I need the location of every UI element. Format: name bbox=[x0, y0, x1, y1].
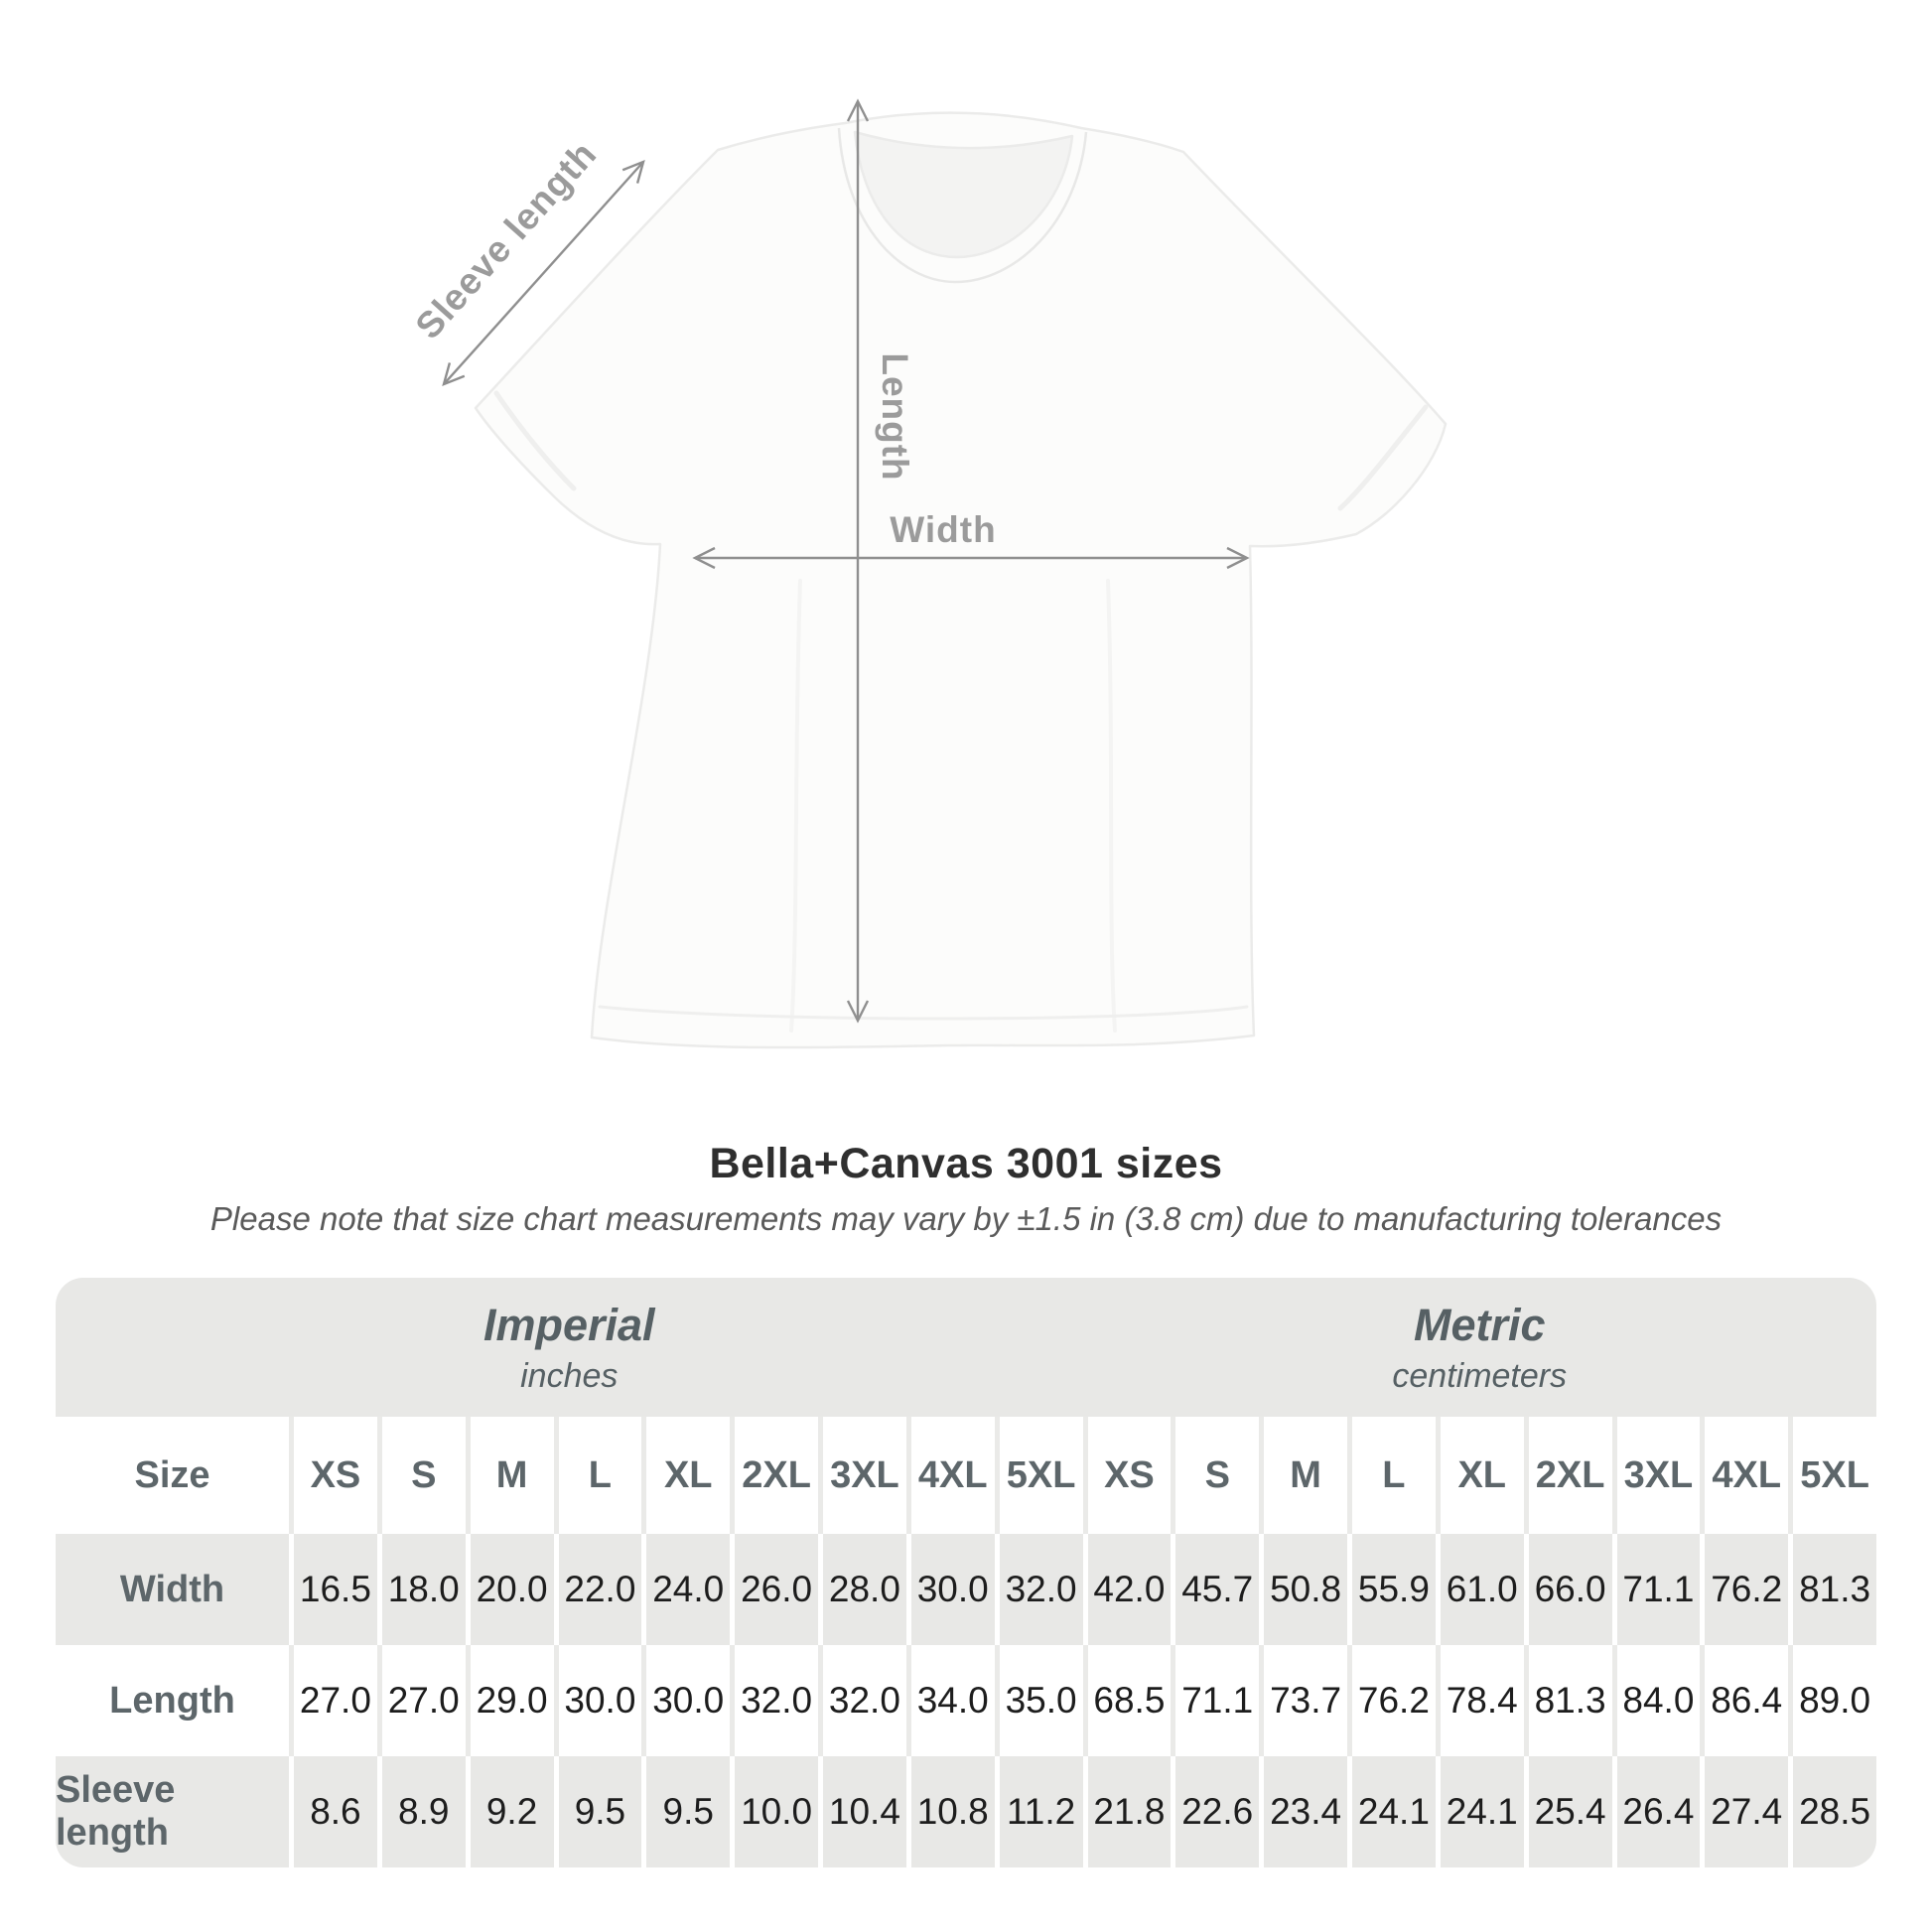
row-label-sleeve-length: Sleeve length bbox=[56, 1756, 289, 1867]
size-header-imperial-xl: XL bbox=[641, 1417, 730, 1534]
metric-unit-header bbox=[1083, 1278, 1877, 1417]
width-metric-m-value: 50.8 bbox=[1259, 1534, 1347, 1645]
metric-sublabel: centimeters bbox=[1392, 1356, 1568, 1395]
size-header-imperial-5xl: 5XL bbox=[995, 1417, 1083, 1534]
imperial-sublabel: inches bbox=[520, 1356, 619, 1395]
width-imperial-xl-value: 24.0 bbox=[641, 1534, 730, 1645]
width-imperial-4xl-value: 30.0 bbox=[906, 1534, 995, 1645]
size-header-metric-s: S bbox=[1171, 1417, 1259, 1534]
width-imperial-xs-value: 16.5 bbox=[289, 1534, 377, 1645]
row-label-width: Width bbox=[56, 1534, 289, 1645]
row-label-length: Length bbox=[56, 1645, 289, 1756]
sleeve-length-metric-l-value: 24.1 bbox=[1347, 1756, 1436, 1867]
size-header-metric-4xl: 4XL bbox=[1700, 1417, 1788, 1534]
size-header-imperial-2xl: 2XL bbox=[730, 1417, 818, 1534]
length-metric-4xl-value: 86.4 bbox=[1700, 1645, 1788, 1756]
length-metric-2xl-value: 81.3 bbox=[1524, 1645, 1612, 1756]
sleeve-length-metric-xs-value: 21.8 bbox=[1083, 1756, 1172, 1867]
sleeve-length-metric-xl-value: 24.1 bbox=[1436, 1756, 1524, 1867]
length-imperial-4xl-value: 34.0 bbox=[906, 1645, 995, 1756]
size-header-imperial-4xl: 4XL bbox=[906, 1417, 995, 1534]
imperial-label: Imperial bbox=[483, 1299, 655, 1350]
sleeve-length-metric-2xl-value: 25.4 bbox=[1524, 1756, 1612, 1867]
width-metric-xs-value: 42.0 bbox=[1083, 1534, 1172, 1645]
size-header-imperial-l: L bbox=[554, 1417, 642, 1534]
imperial-unit-header bbox=[56, 1278, 1083, 1417]
sleeve-length-metric-4xl-value: 27.4 bbox=[1700, 1756, 1788, 1867]
size-header-metric-2xl: 2XL bbox=[1524, 1417, 1612, 1534]
width-metric-xl-value: 61.0 bbox=[1436, 1534, 1524, 1645]
sleeve-length-imperial-xs-value: 8.6 bbox=[289, 1756, 377, 1867]
length-imperial-5xl-value: 35.0 bbox=[995, 1645, 1083, 1756]
sleeve-length-label: Sleeve length bbox=[407, 133, 605, 347]
sleeve-length-imperial-2xl-value: 10.0 bbox=[730, 1756, 818, 1867]
width-imperial-l-value: 22.0 bbox=[554, 1534, 642, 1645]
length-metric-3xl-value: 84.0 bbox=[1612, 1645, 1701, 1756]
length-metric-xl-value: 78.4 bbox=[1436, 1645, 1524, 1756]
sleeve-length-imperial-4xl-value: 10.8 bbox=[906, 1756, 995, 1867]
length-imperial-l-value: 30.0 bbox=[554, 1645, 642, 1756]
tolerance-note: Please note that size chart measurements may vary by ±1.5 in (3.8 cm) due to manufacturing tolerances bbox=[209, 1200, 1723, 1237]
width-metric-2xl-value: 66.0 bbox=[1524, 1534, 1612, 1645]
sleeve-length-imperial-s-value: 8.9 bbox=[377, 1756, 466, 1867]
length-metric-5xl-value: 89.0 bbox=[1788, 1645, 1876, 1756]
width-metric-l-value: 55.9 bbox=[1347, 1534, 1436, 1645]
size-table bbox=[56, 1278, 1876, 1867]
sleeve-length-imperial-l-value: 9.5 bbox=[554, 1756, 642, 1867]
size-header-metric-xl: XL bbox=[1436, 1417, 1524, 1534]
width-imperial-3xl-value: 28.0 bbox=[818, 1534, 906, 1645]
size-header-metric-xs: XS bbox=[1083, 1417, 1172, 1534]
width-imperial-5xl-value: 32.0 bbox=[995, 1534, 1083, 1645]
width-imperial-2xl-value: 26.0 bbox=[730, 1534, 818, 1645]
length-label: Length bbox=[875, 352, 915, 482]
length-metric-xs-value: 68.5 bbox=[1083, 1645, 1172, 1756]
width-metric-3xl-value: 71.1 bbox=[1612, 1534, 1701, 1645]
length-imperial-xs-value: 27.0 bbox=[289, 1645, 377, 1756]
size-header-imperial-xs: XS bbox=[289, 1417, 377, 1534]
length-imperial-3xl-value: 32.0 bbox=[818, 1645, 906, 1756]
size-header-metric-l: L bbox=[1347, 1417, 1436, 1534]
sleeve-length-imperial-xl-value: 9.5 bbox=[641, 1756, 730, 1867]
length-imperial-xl-value: 30.0 bbox=[641, 1645, 730, 1756]
sleeve-length-metric-s-value: 22.6 bbox=[1171, 1756, 1259, 1867]
sleeve-length-metric-m-value: 23.4 bbox=[1259, 1756, 1347, 1867]
sleeve-length-imperial-5xl-value: 11.2 bbox=[995, 1756, 1083, 1867]
page-title: Bella+Canvas 3001 sizes bbox=[709, 1140, 1223, 1187]
length-metric-s-value: 71.1 bbox=[1171, 1645, 1259, 1756]
length-imperial-s-value: 27.0 bbox=[377, 1645, 466, 1756]
width-metric-s-value: 45.7 bbox=[1171, 1534, 1259, 1645]
tshirt bbox=[476, 113, 1446, 1047]
size-header-metric-5xl: 5XL bbox=[1788, 1417, 1876, 1534]
size-header-imperial-s: S bbox=[377, 1417, 466, 1534]
length-metric-l-value: 76.2 bbox=[1347, 1645, 1436, 1756]
width-metric-4xl-value: 76.2 bbox=[1700, 1534, 1788, 1645]
size-header-imperial-m: M bbox=[466, 1417, 554, 1534]
length-imperial-m-value: 29.0 bbox=[466, 1645, 554, 1756]
size-column-header: Size bbox=[56, 1417, 289, 1534]
length-metric-m-value: 73.7 bbox=[1259, 1645, 1347, 1756]
width-metric-5xl-value: 81.3 bbox=[1788, 1534, 1876, 1645]
size-header-metric-3xl: 3XL bbox=[1612, 1417, 1701, 1534]
width-imperial-m-value: 20.0 bbox=[466, 1534, 554, 1645]
length-imperial-2xl-value: 32.0 bbox=[730, 1645, 818, 1756]
sleeve-length-metric-5xl-value: 28.5 bbox=[1788, 1756, 1876, 1867]
metric-label: Metric bbox=[1413, 1299, 1546, 1350]
sleeve-length-imperial-3xl-value: 10.4 bbox=[818, 1756, 906, 1867]
size-header-metric-m: M bbox=[1259, 1417, 1347, 1534]
sleeve-length-metric-3xl-value: 26.4 bbox=[1612, 1756, 1701, 1867]
width-imperial-s-value: 18.0 bbox=[377, 1534, 466, 1645]
width-label: Width bbox=[890, 509, 997, 550]
size-header-imperial-3xl: 3XL bbox=[818, 1417, 906, 1534]
sleeve-length-imperial-m-value: 9.2 bbox=[466, 1756, 554, 1867]
